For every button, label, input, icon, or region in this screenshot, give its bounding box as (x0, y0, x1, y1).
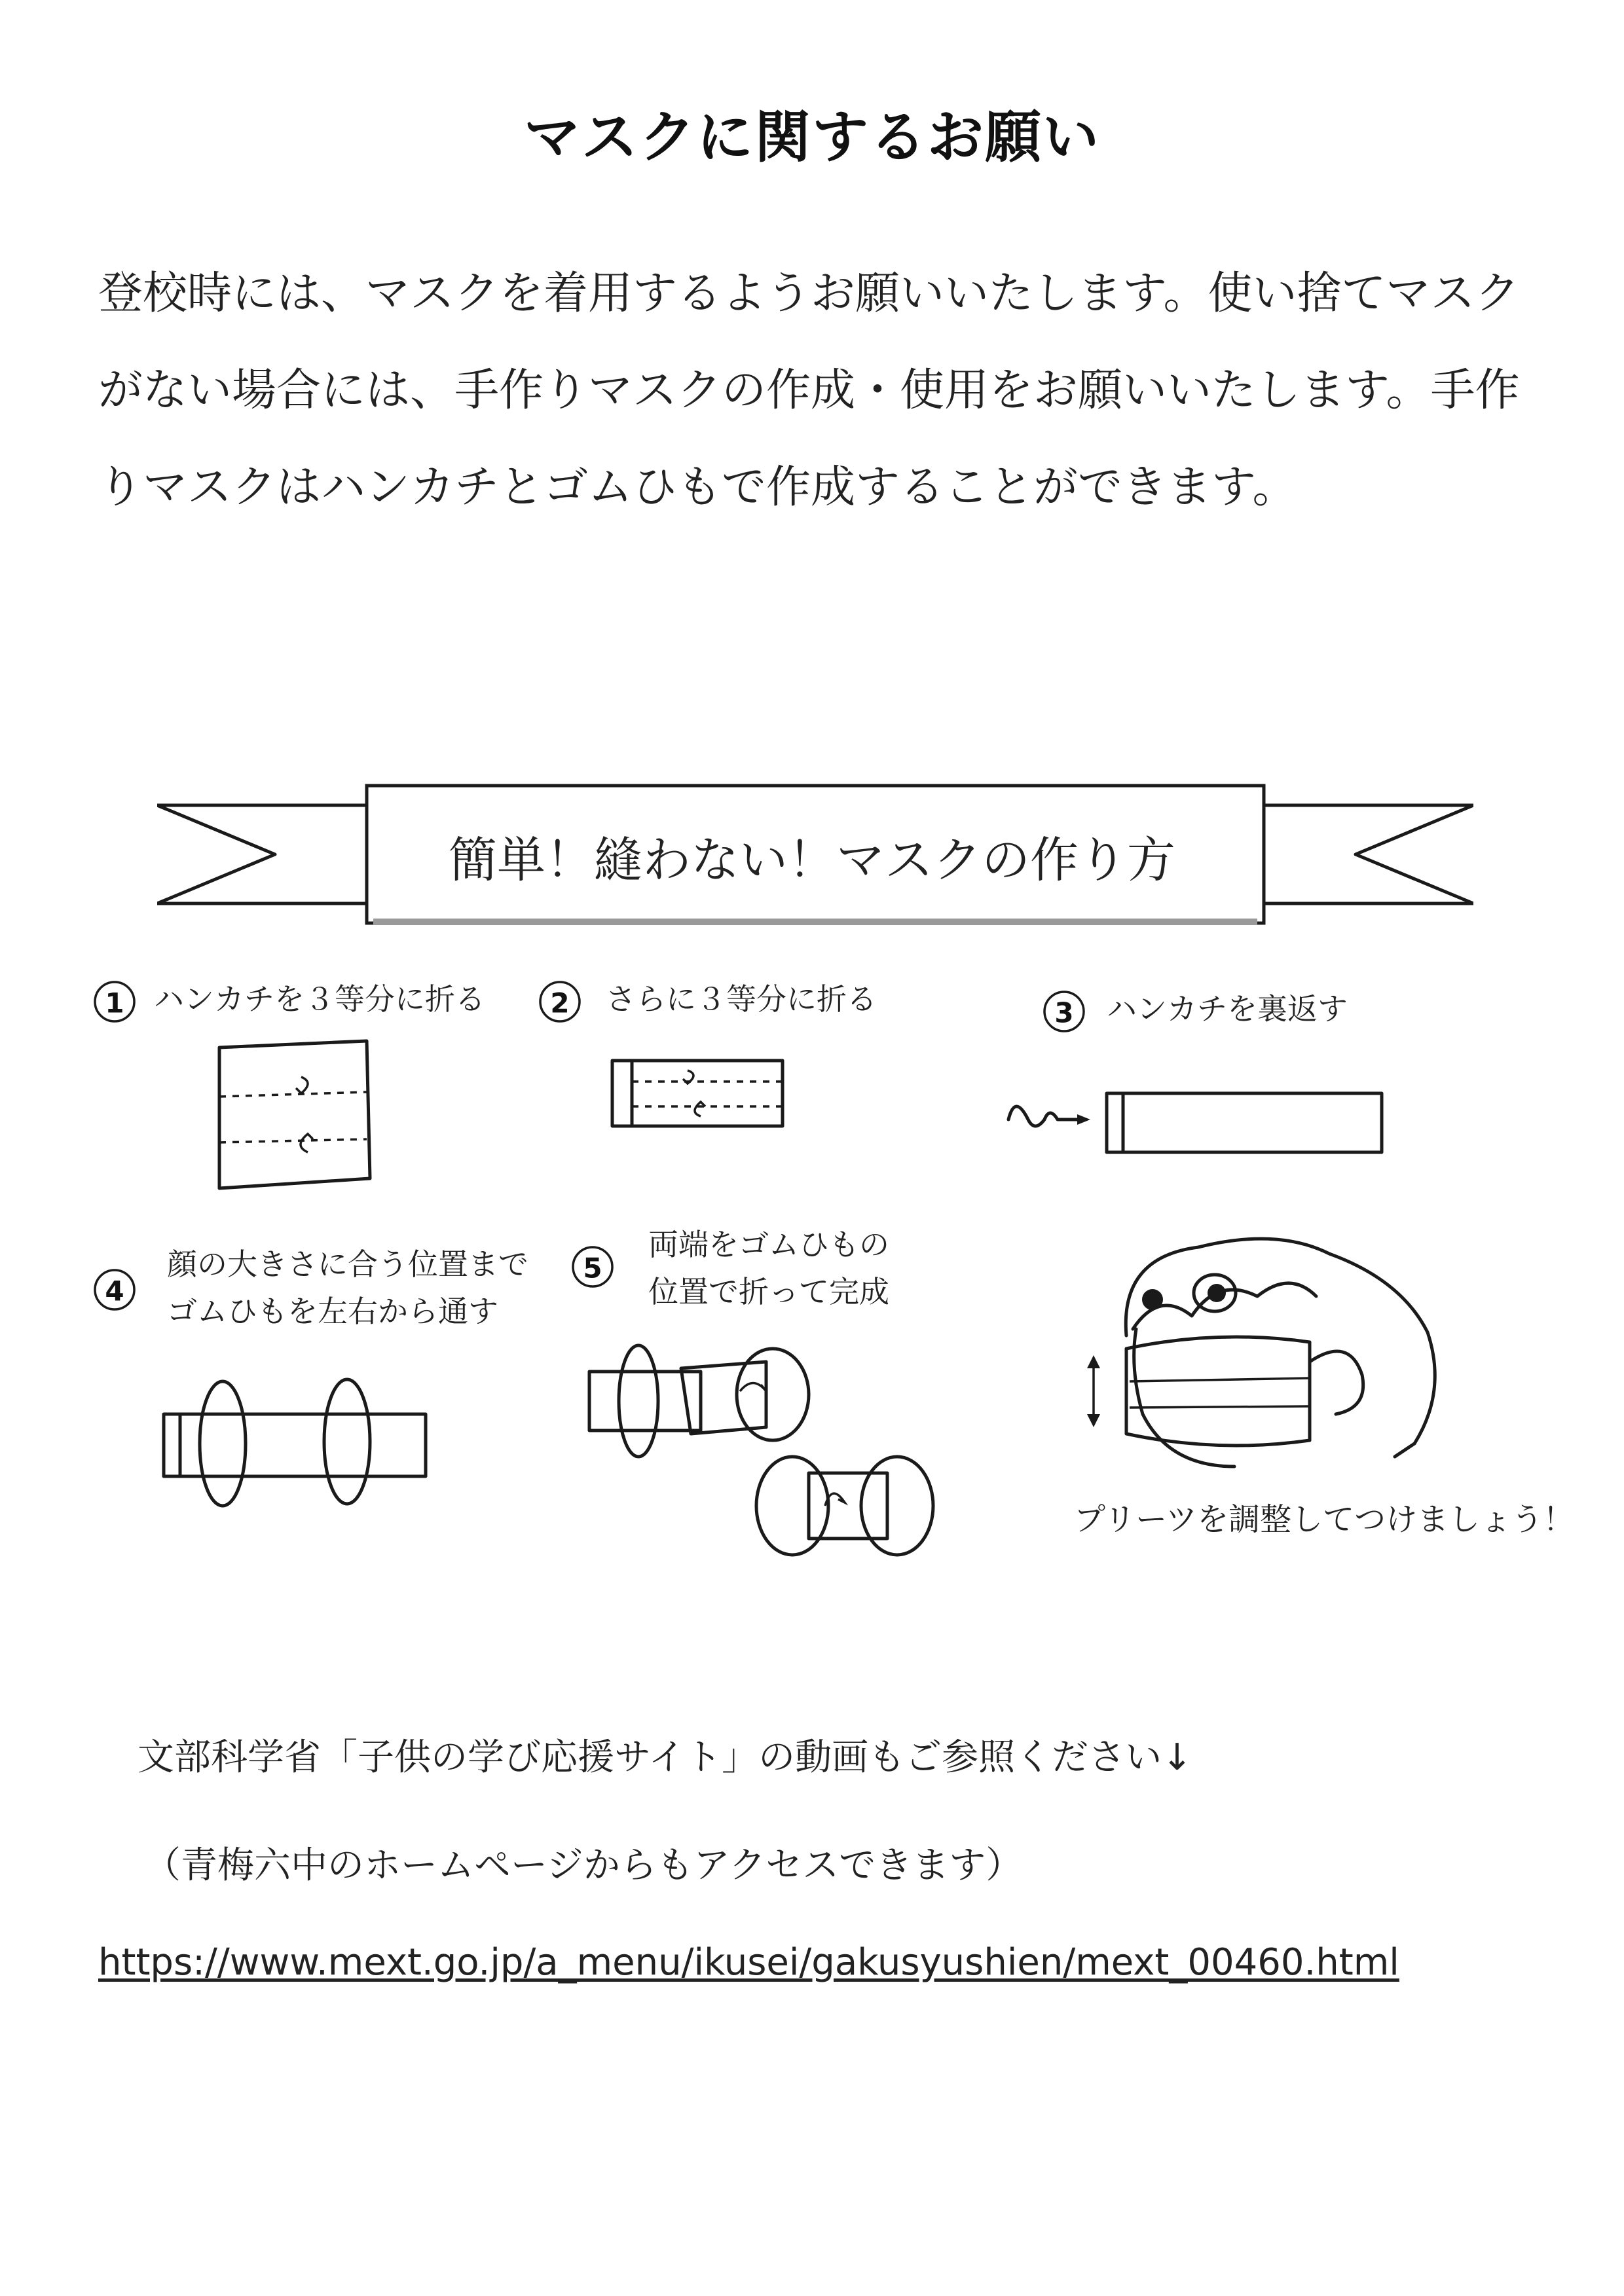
step-1-caption: ハンカチを３等分に折る (154, 981, 485, 1017)
step-5-caption-line1: 両端をゴムひもの (648, 1227, 889, 1262)
step-number-4-icon (92, 1267, 138, 1313)
step-5-caption-line2: 位置で折って完成 (648, 1274, 889, 1309)
step-3-caption: ハンカチを裏返す (1107, 991, 1348, 1027)
step-4-illustration (151, 1368, 439, 1512)
step-number-1-icon (92, 979, 138, 1025)
step-2-illustration (602, 1048, 792, 1146)
step-5-illustration (576, 1329, 943, 1565)
step-5-caption (648, 1221, 889, 1315)
banner-title: 簡単！縫わない！マスクの作り方 (449, 832, 1175, 888)
footer-access-note: （青梅六中のホームページからもアクセスできます） (144, 1844, 1023, 1887)
face-with-mask-illustration (1074, 1231, 1467, 1480)
step-3-illustration (995, 1074, 1388, 1165)
mext-url-link[interactable]: https://www.mext.go.jp/a_menu/ikusei/gakusyushien/mext_00460.html (98, 1941, 1399, 1984)
svg-text:5: 5 (583, 1252, 602, 1285)
step-number-2-icon (537, 979, 583, 1025)
svg-text:4: 4 (105, 1275, 124, 1307)
step-2-caption: さらに３等分に折る (606, 981, 877, 1017)
step-number-5-icon (570, 1244, 616, 1290)
footer-reference-text: 文部科学省「子供の学び応援サイト」の動画もご参照ください↓ (138, 1736, 1193, 1779)
step-1-illustration (210, 1034, 380, 1198)
step-4-caption-line1: 顔の大きさに合う位置まで (167, 1247, 528, 1282)
svg-text:1: 1 (105, 987, 124, 1019)
svg-text:2: 2 (550, 987, 570, 1019)
svg-text:3: 3 (1054, 996, 1074, 1029)
page-title: マスクに関するお願い (524, 105, 1100, 170)
step-number-3-icon (1041, 989, 1087, 1034)
pleat-note: プリーツを調整してつけましょう！ (1074, 1501, 1575, 1538)
intro-paragraph: 登校時には、マスクを着用するようお願いいたします。使い捨てマスクがない場合には、手作りマスクの作成・使用をお願いいたします。手作りマスクはハンカチとゴムひもで作成することができます。 (98, 268, 1520, 513)
step-4-caption (167, 1241, 528, 1335)
step-4-caption-line2: ゴムひもを左右から通す (167, 1294, 498, 1329)
